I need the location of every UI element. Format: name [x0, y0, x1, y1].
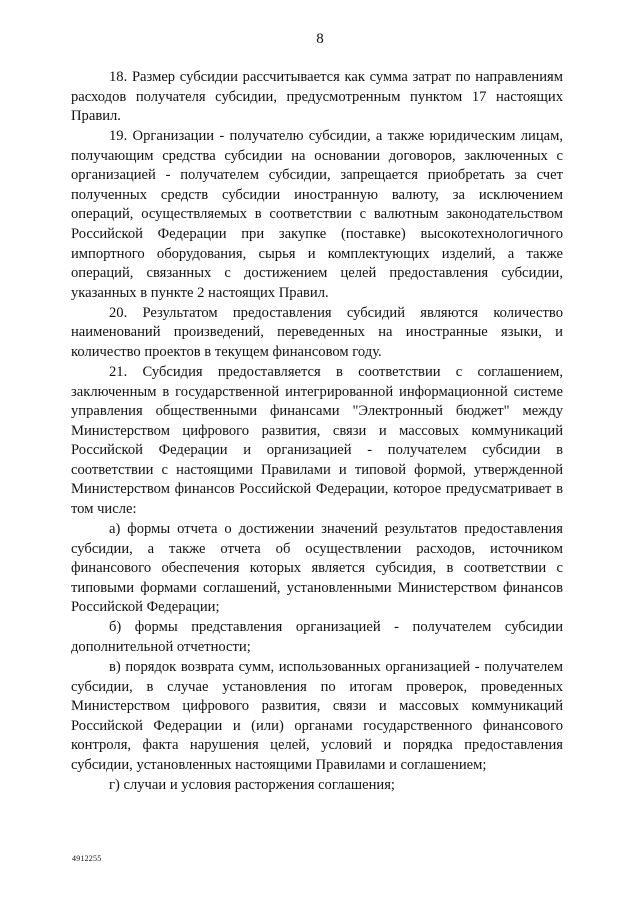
- page-number: 8: [316, 31, 324, 47]
- subparagraph-v: в) порядок возврата сумм, использованных организацией - получателем субсидии, в случае установления по итогам проверок, проведенных Министерством цифрового развития, связи и массовых коммуникаций Российской Федерации и (или) органами государственного финансового контроля, факта нарушения целей, условий и порядка предоставления субсидии, установленных настоящими Правилами и соглашением;: [71, 658, 563, 773]
- document-code: 4912255: [72, 854, 102, 863]
- subparagraph-b: б) формы представления организацией - получателем субсидии дополнительной отчетности;: [71, 619, 563, 655]
- paragraph-18: 18. Размер субсидии рассчитывается как сумма затрат по направлениям расходов получателя субсидии, предусмотренным пунктом 17 настоящих Правил.: [71, 69, 563, 125]
- paragraph-20: 20. Результатом предоставления субсидий являются количество наименований произведений, переведенных на иностранные языки, и количество проектов в текущем финансовом году.: [71, 304, 563, 360]
- subparagraph-g: г) случаи и условия расторжения соглашения;: [109, 776, 395, 793]
- paragraph-21: 21. Субсидия предоставляется в соответствии с соглашением, заключенным в государственной интегрированной информационной системе управления общественными финансами "Электронный бюджет" между Министерством цифрового развития, связи и массовых коммуникаций Российской Федерации и организацией - получателем субсидии в соответствии с настоящими Правилами и типовой формой, утвержденной Министерством финансов Российской Федерации, которое предусматривает в том числе:: [71, 363, 563, 517]
- paragraph-19: 19. Организации - получателю субсидии, а также юридическим лицам, получающим средства субсидии на основании договоров, заключенных с организацией - получателем субсидии, запрещается приобретать за счет полученных средств субсидии иностранную валюту, за исключением операций, осуществляемых в соответствии с валютным законодательством Российской Федерации при закупке (поставке) высокотехнологичного импортного оборудования, сырья и комплектующих изделий, а также операций, связанных с достижением целей предоставления субсидии, указанных в пункте 2 настоящих Правил.: [71, 128, 563, 301]
- body-text: [71, 68, 563, 796]
- subparagraph-a: а) формы отчета о достижении значений результатов предоставления субсидии, а также отчета об осуществлении расходов, источником финансового обеспечения которых является субсидия, в соответствии с типовыми формами соглашений, установленными Министерством финансов Российской Федерации;: [71, 520, 563, 616]
